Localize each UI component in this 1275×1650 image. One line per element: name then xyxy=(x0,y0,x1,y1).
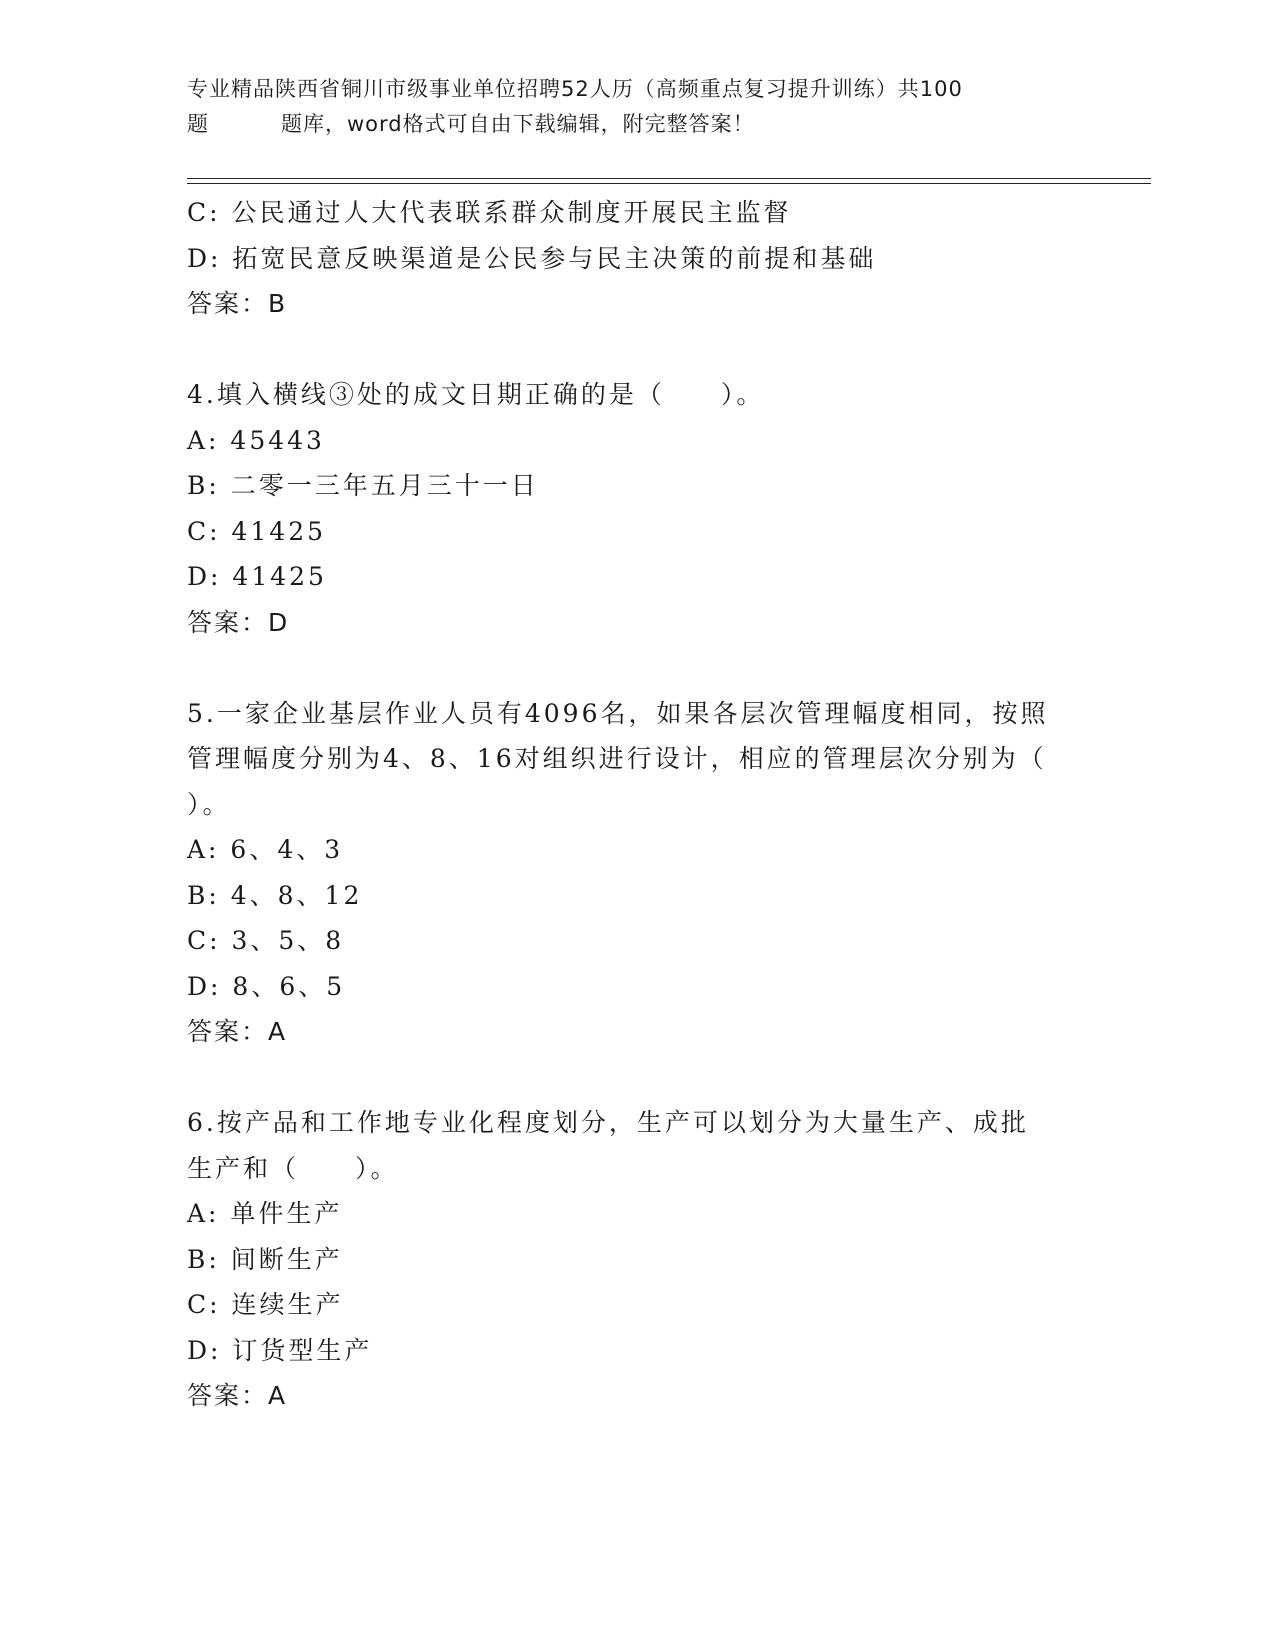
q4-option-c: C: 41425 xyxy=(187,516,327,546)
q4-option-d: D: 41425 xyxy=(187,562,327,591)
header-gap xyxy=(209,107,281,142)
q5-option-c: C: 3、5、8 xyxy=(187,926,345,955)
q6-option-c: C: 连续生产 xyxy=(187,1290,344,1319)
q4-option-a: A: 45443 xyxy=(187,425,325,455)
q4-stem: 4.填入横线③处的成文日期正确的是（ ）。 xyxy=(187,380,765,409)
q3-option-c: C: 公民通过人大代表联系群众制度开展民主监督 xyxy=(187,198,792,227)
q5-answer: 答案：A xyxy=(187,1017,288,1046)
q5-option-d: D: 8、6、5 xyxy=(187,971,346,1001)
q5-stem-line1: 5.一家企业基层作业人员有4096名，如果各层次管理幅度相同，按照 xyxy=(187,698,1049,728)
q6-option-d: D: 订货型生产 xyxy=(187,1335,373,1365)
header-line2-start: 题 xyxy=(187,112,209,136)
q6-option-b: B: 间断生产 xyxy=(187,1244,343,1274)
header-title-line1: 专业精品陕西省铜川市级事业单位招聘52人历（高频重点复习提升训练）共100 xyxy=(187,77,963,101)
q5-option-a: A: 6、4、3 xyxy=(187,835,344,864)
question-spacer xyxy=(187,327,1087,373)
q6-option-a: A: 单件生产 xyxy=(187,1199,343,1228)
question-spacer xyxy=(187,1055,1087,1101)
header-title-line2 xyxy=(187,107,1087,142)
q3-answer: 答案：B xyxy=(187,289,288,318)
q5-stem-line2: 管理幅度分别为4、8、16对组织进行设计，相应的管理层次分别为（ xyxy=(187,744,1047,773)
document-header xyxy=(187,72,1087,142)
q6-answer: 答案：A xyxy=(187,1381,288,1410)
question-content xyxy=(187,190,1087,1419)
q4-answer: 答案：D xyxy=(187,607,290,637)
q6-stem-line2: 生产和（ ）。 xyxy=(187,1153,399,1183)
q6-stem-line1: 6.按产品和工作地专业化程度划分，生产可以划分为大量生产、成批 xyxy=(187,1108,1029,1137)
header-rule-bottom xyxy=(187,183,1151,184)
q3-option-d: D: 拓宽民意反映渠道是公民参与民主决策的前提和基础 xyxy=(187,243,877,273)
header-line2-end: 题库，word格式可自由下载编辑，附完整答案！ xyxy=(281,112,755,136)
q4-option-b: B: 二零一三年五月三十一日 xyxy=(187,471,539,500)
header-rule-top xyxy=(187,178,1151,179)
question-spacer xyxy=(187,645,1087,691)
q5-option-b: B: 4、8、12 xyxy=(187,880,363,910)
q5-stem-line3: ）。 xyxy=(187,789,231,819)
